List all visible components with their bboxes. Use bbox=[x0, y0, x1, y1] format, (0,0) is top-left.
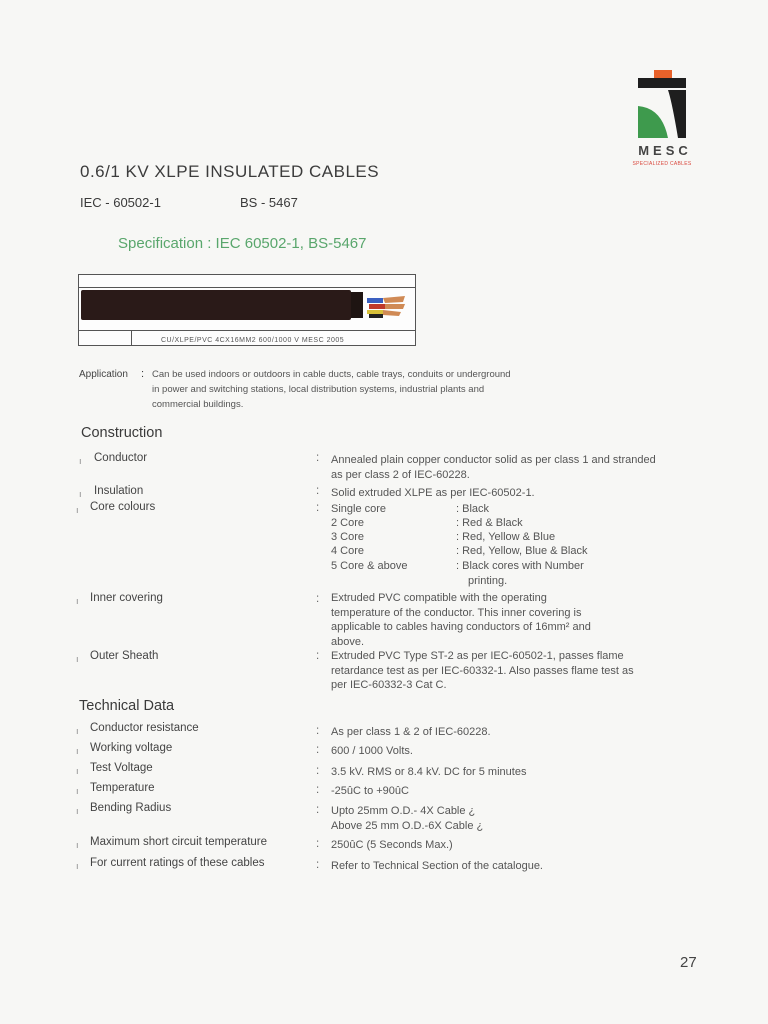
bullet: ı bbox=[79, 489, 82, 499]
cable-illustration bbox=[78, 274, 416, 346]
core-type: Single core bbox=[331, 503, 387, 515]
construction-heading: Construction bbox=[81, 425, 163, 441]
colon: : bbox=[316, 452, 320, 464]
bullet: ı bbox=[76, 596, 79, 606]
standard-iec: IEC - 60502-1 bbox=[80, 195, 161, 210]
current-ratings-value: Refer to Technical Section of the catalogue. bbox=[331, 860, 543, 872]
core-colour: : Black cores with Number bbox=[456, 560, 584, 572]
bending-radius-value: Upto 25mm O.D.- 4X Cable ¿ bbox=[331, 805, 476, 817]
current-ratings-label: For current ratings of these cables bbox=[90, 857, 265, 869]
colon: : bbox=[316, 650, 320, 662]
outer-sheath-label: Outer Sheath bbox=[90, 650, 159, 662]
core-colour: : Red, Yellow, Blue & Black bbox=[456, 545, 588, 557]
bullet: ı bbox=[76, 726, 79, 736]
conductor-label: Conductor bbox=[94, 452, 148, 464]
bullet: ı bbox=[76, 861, 79, 871]
colon: : bbox=[316, 744, 320, 756]
insulation-label: Insulation bbox=[94, 485, 144, 497]
max-short-circuit-temp-value: 250ûC (5 Seconds Max.) bbox=[331, 839, 453, 851]
bending-radius-value-2: Above 25 mm O.D.-6X Cable ¿ bbox=[331, 820, 484, 832]
logo-tagline: SPECIALIZED CABLES bbox=[632, 161, 692, 167]
inner-covering-label: Inner covering bbox=[90, 592, 163, 604]
colon: : bbox=[316, 725, 320, 737]
temperature-label: Temperature bbox=[90, 782, 155, 794]
test-voltage-value: 3.5 kV. RMS or 8.4 kV. DC for 5 minutes bbox=[331, 766, 527, 778]
core-colour: : Red & Black bbox=[456, 517, 523, 529]
cable-marking: CU/XLPE/PVC 4CX16MM2 600/1000 V MESC 2005 bbox=[161, 337, 345, 344]
logo-black-curve bbox=[668, 90, 686, 138]
core-type: 5 Core & above bbox=[331, 560, 408, 572]
application-colon: : bbox=[141, 368, 145, 380]
page-title: 0.6/1 KV XLPE INSULATED CABLES bbox=[80, 162, 380, 181]
outer-sheath-value: Extruded PVC Type ST-2 as per IEC-60502-1, passes flame retardance test as per IEC-60332-1. Also passes flame test as per IEC-60332-3 Cat C. bbox=[331, 650, 634, 691]
bullet: ı bbox=[76, 786, 79, 796]
application-text: Can be used indoors or outdoors in cable ducts, cable trays, conduits or underground in power and switching stations, local distribution systems, industrial plants and commercial buildings. bbox=[152, 369, 511, 410]
core-colour-continued: printing. bbox=[468, 575, 508, 587]
colon: : bbox=[316, 859, 320, 871]
bullet: ı bbox=[76, 840, 79, 850]
core-colours-label: Core colours bbox=[90, 501, 156, 513]
copper-strands bbox=[383, 296, 405, 316]
inner-covering-value: Extruded PVC compatible with the operating temperature of the conductor. This inner covering is applicable to cables having conductors of 16mm² and above. bbox=[331, 592, 591, 648]
logo-green-shape bbox=[638, 106, 668, 138]
core-yellow bbox=[367, 310, 383, 314]
test-voltage-label: Test Voltage bbox=[90, 762, 153, 774]
specification-heading: Specification : IEC 60502-1, BS-5467 bbox=[118, 235, 367, 252]
conductor-resistance-value: As per class 1 & 2 of IEC-60228. bbox=[331, 726, 491, 738]
colon: : bbox=[316, 593, 320, 605]
colon: : bbox=[316, 502, 320, 514]
colon: : bbox=[316, 784, 320, 796]
logo-black-bar bbox=[638, 78, 686, 88]
bullet: ı bbox=[76, 505, 79, 515]
bending-radius-label: Bending Radius bbox=[90, 802, 172, 814]
cable-image bbox=[79, 288, 415, 332]
core-colour: : Red, Yellow & Blue bbox=[456, 531, 556, 543]
core-blue bbox=[367, 298, 383, 303]
conductor-resistance-label: Conductor resistance bbox=[90, 722, 199, 734]
logo-orange-block bbox=[654, 70, 672, 78]
core-black bbox=[369, 314, 383, 318]
cable-sheath bbox=[81, 290, 351, 320]
temperature-value: -25ûC to +90ûC bbox=[331, 785, 409, 797]
application-label: Application bbox=[79, 369, 128, 380]
standard-bs: BS - 5467 bbox=[240, 195, 298, 210]
bullet: ı bbox=[76, 766, 79, 776]
page-number: 27 bbox=[680, 954, 697, 971]
bullet: ı bbox=[76, 654, 79, 664]
colon: : bbox=[316, 838, 320, 850]
core-type: 4 Core bbox=[331, 545, 365, 557]
colon: : bbox=[316, 765, 320, 777]
working-voltage-value: 600 / 1000 Volts. bbox=[331, 745, 413, 757]
core-red bbox=[369, 304, 385, 309]
conductor-value: Annealed plain copper conductor solid as per class 1 and stranded as per class 2 of IEC-60228. bbox=[331, 454, 656, 481]
core-colour: : Black bbox=[456, 503, 490, 515]
colon: : bbox=[316, 485, 320, 497]
bullet: ı bbox=[79, 456, 82, 466]
colon: : bbox=[316, 804, 320, 816]
max-short-circuit-temp-label: Maximum short circuit temperature bbox=[90, 836, 268, 848]
logo-name: MESC bbox=[638, 143, 692, 158]
insulation-value: Solid extruded XLPE as per IEC-60502-1. bbox=[331, 487, 535, 499]
core-type: 3 Core bbox=[331, 531, 365, 543]
bullet: ı bbox=[76, 746, 79, 756]
working-voltage-label: Working voltage bbox=[90, 742, 173, 754]
bullet: ı bbox=[76, 806, 79, 816]
core-type: 2 Core bbox=[331, 517, 365, 529]
technical-data-heading: Technical Data bbox=[79, 698, 175, 714]
